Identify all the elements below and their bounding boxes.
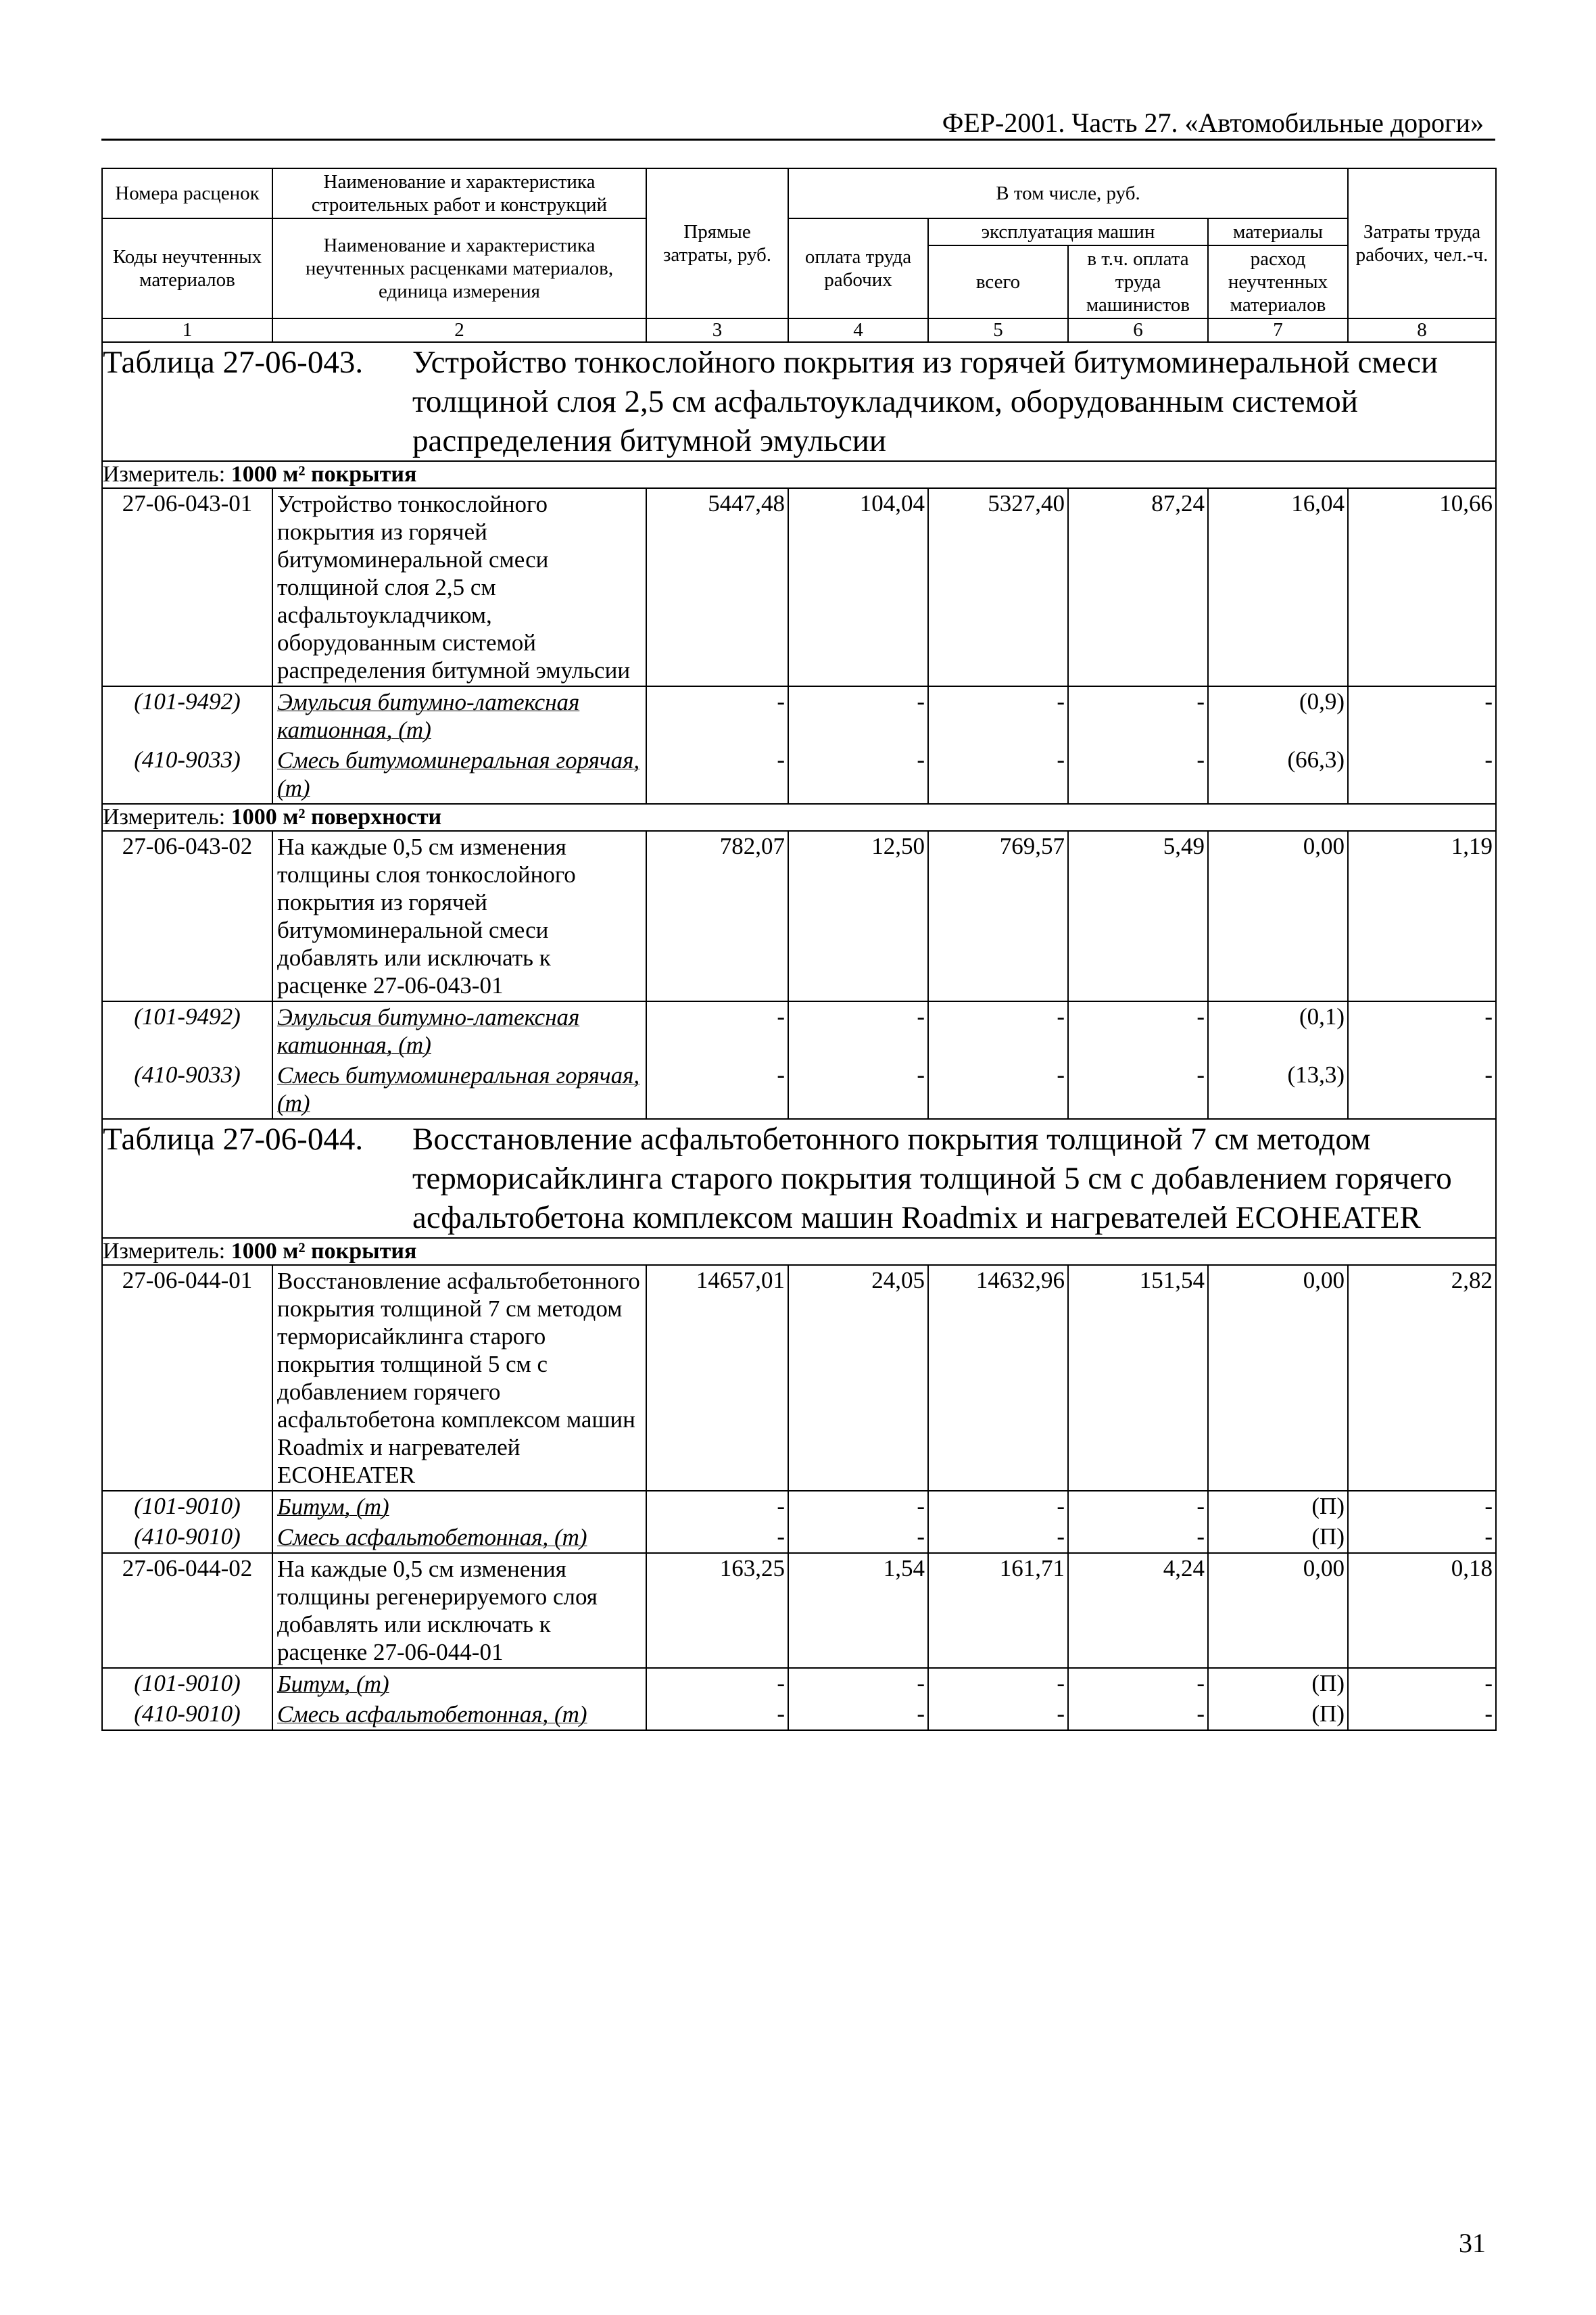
page-header: ФЕР-2001. Часть 27. «Автомобильные дороги»	[942, 108, 1484, 138]
material-value: -	[646, 745, 788, 804]
table-title-text: Восстановление асфальтобетонного покрытия толщиной 7 см методом терморисайклинга старого покрытия толщиной 5 см с добавлением горячего асфальтобетона комплексом машин Roadmix и нагревателей ECOHEATER	[412, 1122, 1452, 1235]
material-value: -	[646, 1491, 788, 1522]
table-number: Таблица 27-06-043.	[103, 345, 364, 380]
col-machines-labor-header: в т.ч. оплата труда машинистов	[1068, 245, 1208, 318]
materials-cost: 0,00	[1208, 1553, 1348, 1668]
col-work-name-header: Наименование и характеристика строительных работ и конструкций	[272, 168, 646, 218]
rate-code: 27-06-044-01	[102, 1265, 272, 1491]
material-value: -	[646, 1060, 788, 1119]
table-header-row-1	[102, 168, 1496, 218]
material-description: Смесь асфальтобетонная, (т)	[272, 1699, 646, 1730]
rate-description: На каждые 0,5 см изменения толщины слоя тонкослойного покрытия из горячей битумоминеральной смеси добавлять или исключать к расценке 27-06-043-01	[272, 831, 646, 1001]
material-row	[102, 1491, 1496, 1522]
material-value: -	[1348, 1522, 1496, 1553]
rate-code: 27-06-043-02	[102, 831, 272, 1001]
measure-value: 1000 м² покрытия	[231, 462, 417, 487]
machines-total: 161,71	[928, 1553, 1068, 1668]
material-code: (101-9010)	[102, 1491, 272, 1522]
materials-cost: 0,00	[1208, 831, 1348, 1001]
labor-hours: 10,66	[1348, 488, 1496, 686]
col-direct-cost-header: Прямые затраты, руб.	[646, 168, 788, 318]
rate-sheet	[101, 139, 1495, 1731]
column-index: 4	[788, 318, 928, 342]
column-index: 3	[646, 318, 788, 342]
material-row	[102, 1060, 1496, 1119]
measure-label: Измеритель:	[103, 1239, 226, 1264]
machines-total: 14632,96	[928, 1265, 1068, 1491]
rate-code: 27-06-043-01	[102, 488, 272, 686]
machines-labor-pay: 151,54	[1068, 1265, 1208, 1491]
material-value: (0,1)	[1208, 1001, 1348, 1060]
material-row	[102, 745, 1496, 804]
col-rate-number-header: Номера расценок	[102, 168, 272, 218]
material-code: (101-9492)	[102, 686, 272, 745]
material-value: -	[788, 1001, 928, 1060]
material-value: -	[928, 1001, 1068, 1060]
rate-row	[102, 1553, 1496, 1668]
page-number: 31	[1459, 2228, 1486, 2258]
table-number: Таблица 27-06-044.	[103, 1122, 364, 1157]
section-title-row	[102, 1119, 1496, 1238]
material-value: -	[1348, 686, 1496, 745]
material-value: -	[1068, 1668, 1208, 1699]
machines-total: 5327,40	[928, 488, 1068, 686]
material-value: -	[1348, 745, 1496, 804]
material-value: -	[928, 745, 1068, 804]
machines-labor-pay: 87,24	[1068, 488, 1208, 686]
labor-hours: 2,82	[1348, 1265, 1496, 1491]
material-value: -	[1068, 1491, 1208, 1522]
column-index: 5	[928, 318, 1068, 342]
labor-hours: 0,18	[1348, 1553, 1496, 1668]
machines-labor-pay: 5,49	[1068, 831, 1208, 1001]
rate-row	[102, 488, 1496, 686]
material-description: Смесь асфальтобетонная, (т)	[272, 1522, 646, 1553]
table-title	[102, 342, 1496, 461]
material-description: Смесь битумоминеральная горячая, (т)	[272, 1060, 646, 1119]
material-value: -	[928, 686, 1068, 745]
material-value: -	[928, 1060, 1068, 1119]
labor-pay: 1,54	[788, 1553, 928, 1668]
material-code: (410-9010)	[102, 1522, 272, 1553]
material-value: -	[788, 686, 928, 745]
material-value: -	[788, 1491, 928, 1522]
column-index: 7	[1208, 318, 1348, 342]
rate-description: На каждые 0,5 см изменения толщины регенерируемого слоя добавлять или исключать к расценке 27-06-044-01	[272, 1553, 646, 1668]
measure-value: 1000 м² покрытия	[231, 1239, 417, 1264]
measure-line	[102, 1238, 1496, 1265]
material-value: -	[1348, 1060, 1496, 1119]
material-value: -	[788, 1699, 928, 1730]
rate-code: 27-06-044-02	[102, 1553, 272, 1668]
material-value: -	[928, 1668, 1068, 1699]
column-index-row	[102, 318, 1496, 342]
col-labor-header: Затраты труда рабочих, чел.-ч.	[1348, 168, 1496, 318]
material-code: (410-9010)	[102, 1699, 272, 1730]
col-material-name-header: Наименование и характеристика неучтенных расценками материалов, единица измерения	[272, 218, 646, 318]
direct-cost: 782,07	[646, 831, 788, 1001]
materials-cost: 16,04	[1208, 488, 1348, 686]
material-value: (13,3)	[1208, 1060, 1348, 1119]
material-row	[102, 1522, 1496, 1553]
machines-total: 769,57	[928, 831, 1068, 1001]
material-value: (П)	[1208, 1699, 1348, 1730]
rates-body	[102, 342, 1496, 1730]
material-row	[102, 1699, 1496, 1730]
measure-label: Измеритель:	[103, 462, 226, 487]
rate-description: Восстановление асфальтобетонного покрытия толщиной 7 см методом терморисайклинга старого покрытия толщиной 5 см с добавлением горячего асфальтобетона комплексом машин Roadmix и нагревателей ECOHEATER	[272, 1265, 646, 1491]
material-value: -	[1348, 1491, 1496, 1522]
material-value: -	[1348, 1699, 1496, 1730]
material-value: (66,3)	[1208, 745, 1348, 804]
material-value: -	[1068, 686, 1208, 745]
material-value: -	[788, 1668, 928, 1699]
material-value: -	[928, 1522, 1068, 1553]
labor-pay: 12,50	[788, 831, 928, 1001]
direct-cost: 5447,48	[646, 488, 788, 686]
labor-pay: 24,05	[788, 1265, 928, 1491]
material-description: Битум, (т)	[272, 1491, 646, 1522]
machines-labor-pay: 4,24	[1068, 1553, 1208, 1668]
measure-line	[102, 461, 1496, 488]
material-value: -	[1068, 1001, 1208, 1060]
material-description: Битум, (т)	[272, 1668, 646, 1699]
column-index: 6	[1068, 318, 1208, 342]
material-row	[102, 686, 1496, 745]
material-value: -	[646, 1668, 788, 1699]
measure-line	[102, 804, 1496, 831]
material-value: -	[788, 1060, 928, 1119]
material-value: -	[928, 1491, 1068, 1522]
material-code: (101-9010)	[102, 1668, 272, 1699]
material-value: -	[1348, 1001, 1496, 1060]
material-value: -	[1348, 1668, 1496, 1699]
column-index: 2	[272, 318, 646, 342]
material-value: -	[1068, 1699, 1208, 1730]
material-code: (101-9492)	[102, 1001, 272, 1060]
table-title	[102, 1119, 1496, 1238]
material-value: -	[1068, 745, 1208, 804]
col-materials-sub-header: расход неучтенных материалов	[1208, 245, 1348, 318]
labor-pay: 104,04	[788, 488, 928, 686]
table-header-row-2	[102, 218, 1496, 245]
material-value: -	[646, 1522, 788, 1553]
col-machines-total-header: всего	[928, 245, 1068, 318]
material-value: -	[1068, 1060, 1208, 1119]
direct-cost: 14657,01	[646, 1265, 788, 1491]
material-value: -	[646, 1699, 788, 1730]
material-value: (П)	[1208, 1668, 1348, 1699]
section-title-row	[102, 342, 1496, 461]
col-labor-pay-header: оплата труда рабочих	[788, 218, 928, 318]
rates-table	[101, 168, 1497, 1731]
rate-row	[102, 1265, 1496, 1491]
material-value: -	[928, 1699, 1068, 1730]
material-code: (410-9033)	[102, 745, 272, 804]
rate-row	[102, 831, 1496, 1001]
measure-label: Измеритель:	[103, 805, 226, 830]
measure-row	[102, 1238, 1496, 1265]
direct-cost: 163,25	[646, 1553, 788, 1668]
material-value: -	[646, 1001, 788, 1060]
material-value: -	[1068, 1522, 1208, 1553]
material-row	[102, 1001, 1496, 1060]
material-description: Смесь битумоминеральная горячая, (т)	[272, 745, 646, 804]
material-value: (0,9)	[1208, 686, 1348, 745]
measure-value: 1000 м² поверхности	[231, 805, 442, 830]
col-material-code-header: Коды неучтенных материалов	[102, 218, 272, 318]
table-title-text: Устройство тонкослойного покрытия из горячей битумоминеральной смеси толщиной слоя 2,5 см асфальтоукладчиком, оборудованным системой распределения битумной эмульсии	[412, 345, 1438, 458]
material-value: -	[788, 1522, 928, 1553]
measure-row	[102, 804, 1496, 831]
materials-cost: 0,00	[1208, 1265, 1348, 1491]
material-description: Эмульсия битумно-латексная катионная, (т)	[272, 686, 646, 745]
col-materials-header: материалы	[1208, 218, 1348, 245]
material-value: -	[788, 745, 928, 804]
col-machines-header: эксплуатация машин	[928, 218, 1208, 245]
material-value: (П)	[1208, 1491, 1348, 1522]
column-index: 1	[102, 318, 272, 342]
column-index: 8	[1348, 318, 1496, 342]
incl-header: В том числе, руб.	[788, 168, 1348, 218]
material-value: -	[646, 686, 788, 745]
rate-description: Устройство тонкослойного покрытия из горячей битумоминеральной смеси толщиной слоя 2,5 см асфальтоукладчиком, оборудованным системой распределения битумной эмульсии	[272, 488, 646, 686]
labor-hours: 1,19	[1348, 831, 1496, 1001]
material-code: (410-9033)	[102, 1060, 272, 1119]
material-description: Эмульсия битумно-латексная катионная, (т)	[272, 1001, 646, 1060]
measure-row	[102, 461, 1496, 488]
material-row	[102, 1668, 1496, 1699]
material-value: (П)	[1208, 1522, 1348, 1553]
